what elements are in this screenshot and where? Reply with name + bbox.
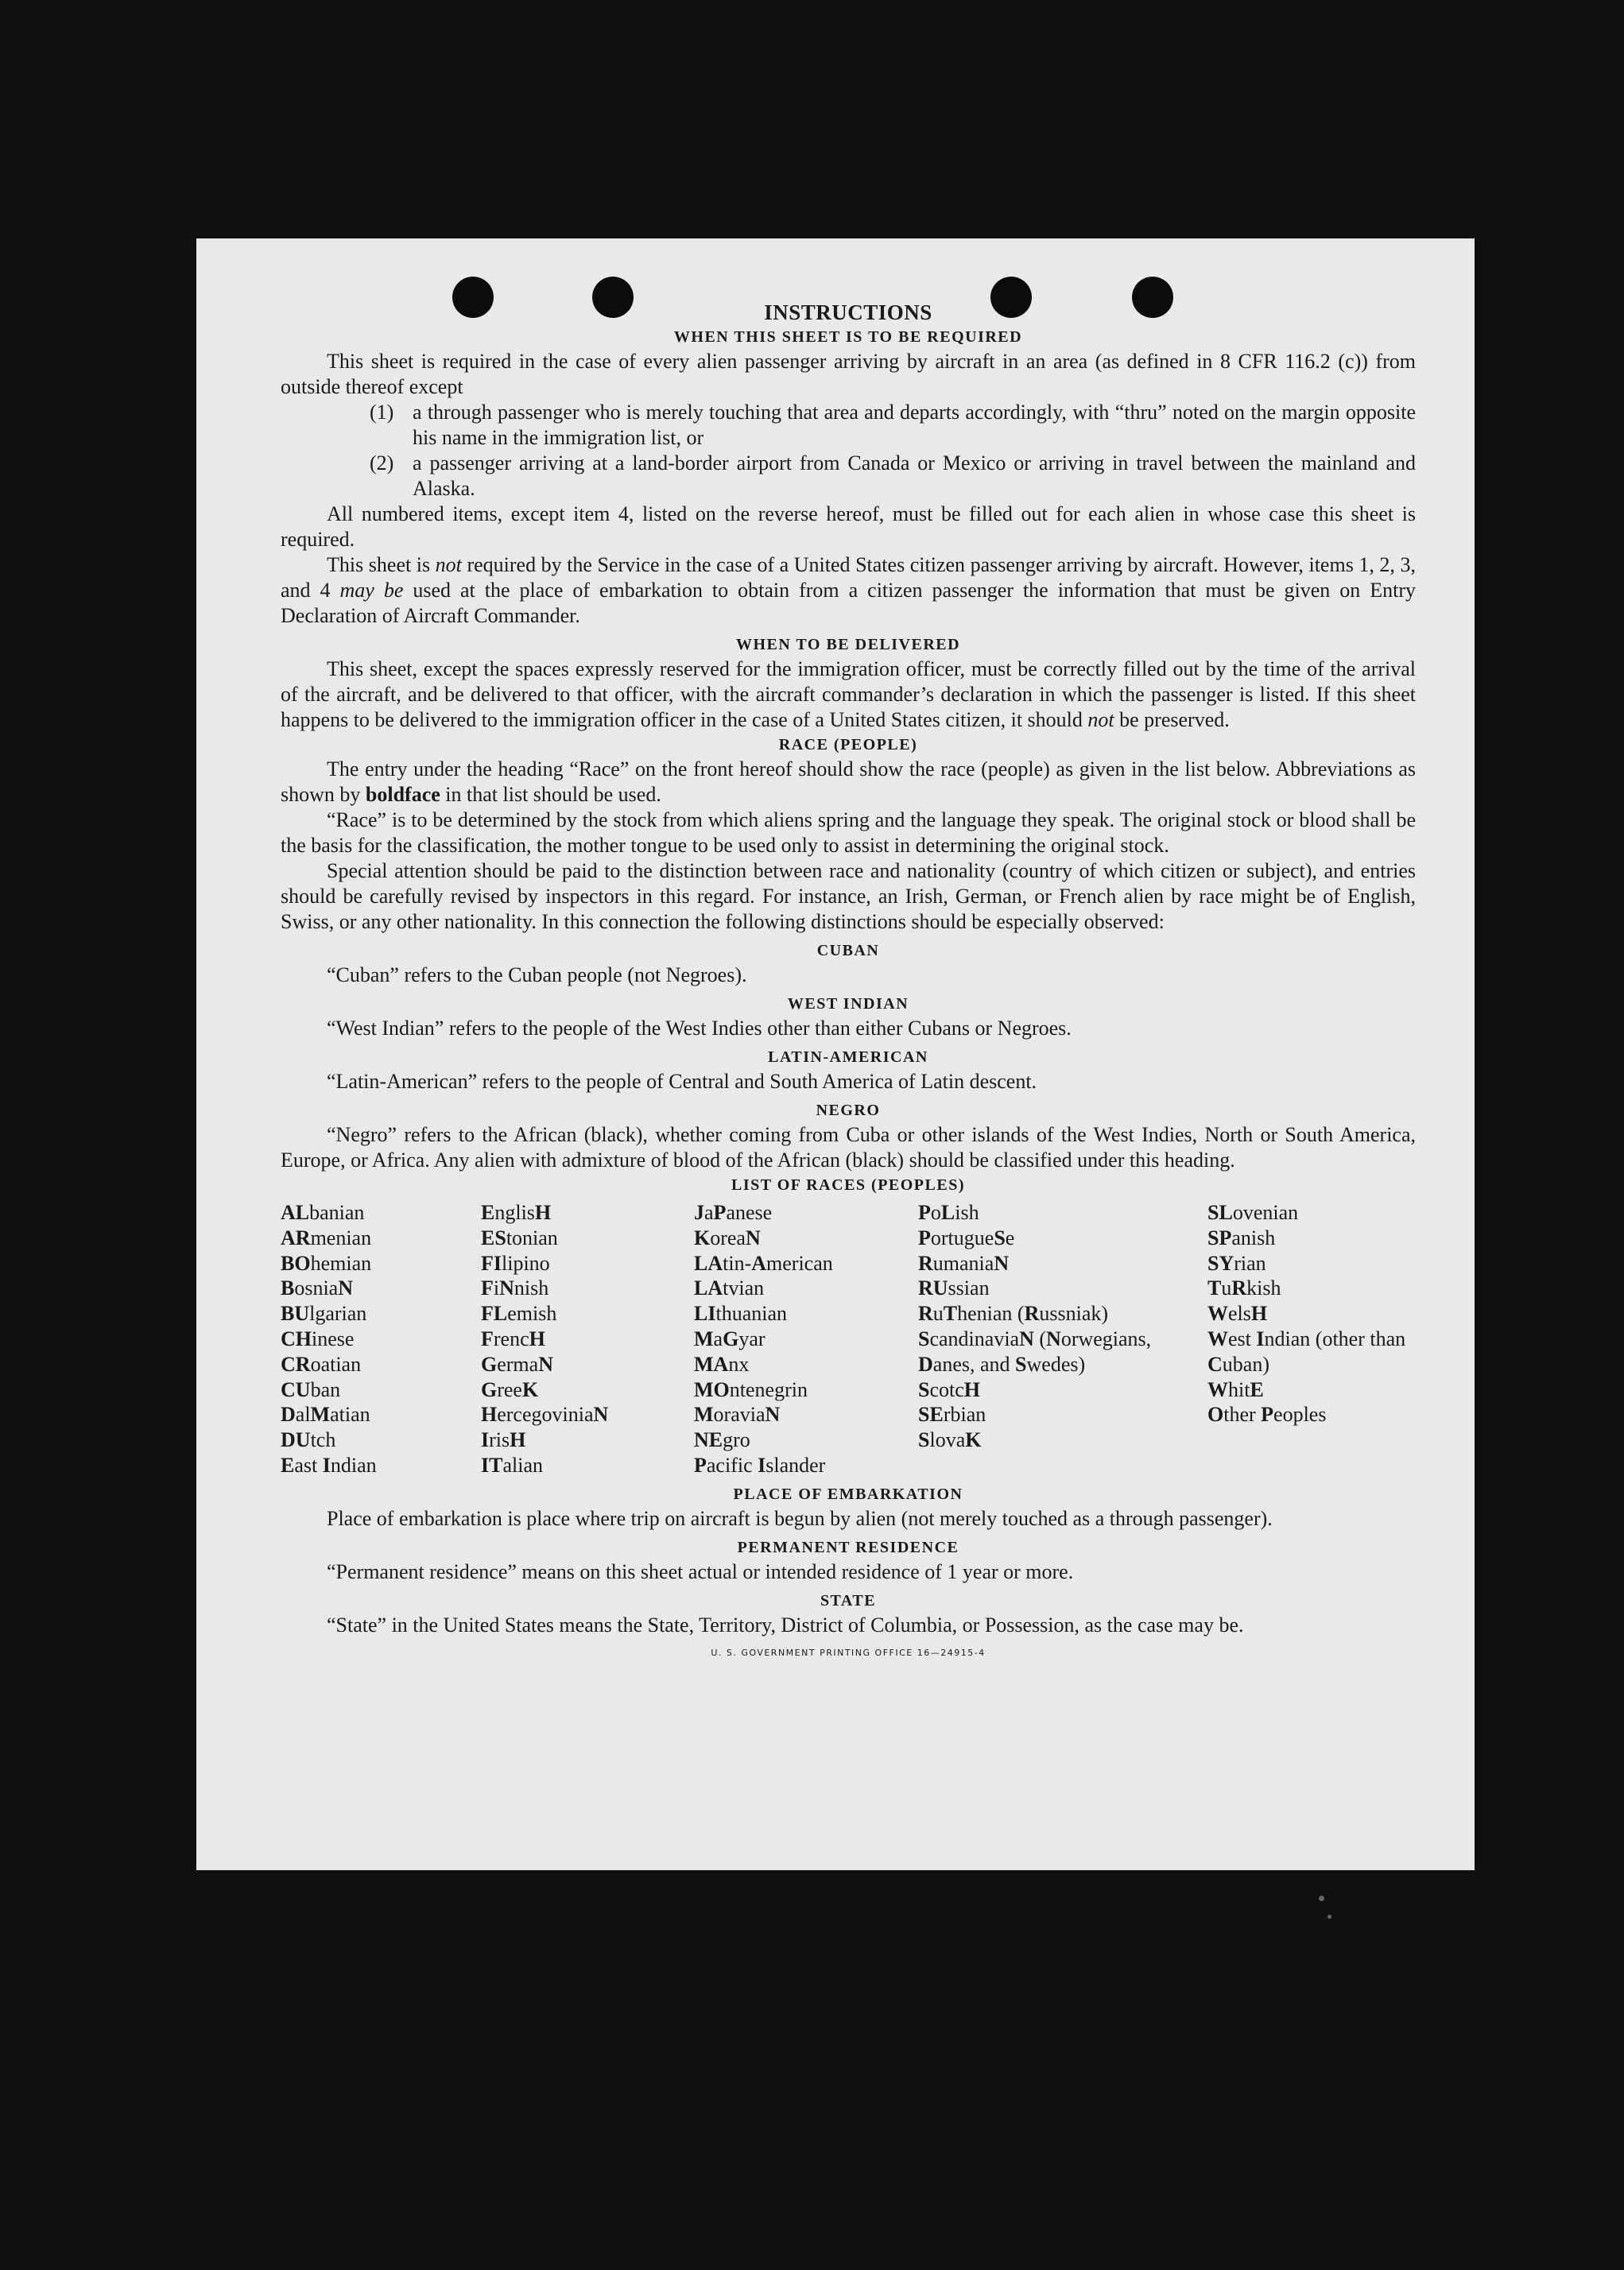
race-entry: CHinese: [281, 1327, 355, 1350]
page-title: INSTRUCTIONS: [764, 300, 932, 324]
race-entry: BOhemian: [281, 1251, 372, 1275]
race-column: [481, 1200, 694, 1478]
race-column: [694, 1200, 918, 1478]
instructions-text: [281, 300, 1416, 1659]
race-entry: MaGyar: [694, 1327, 765, 1350]
race-entry: LIthuanian: [694, 1302, 787, 1326]
list-item: [370, 400, 1416, 451]
paragraph: This sheet is not required by the Service in the case of a United States citizen passenger arriving by aircraft. However, items 1, 2, 3, and 4 may be used at the place of embarkation to obtain from a citizen passenger the information that must be given on Entry Declaration of Aircraft Commander.: [281, 553, 1416, 627]
heading-when-required: WHEN THIS SHEET IS TO BE REQUIRED: [673, 328, 1023, 346]
item-text: a passenger arriving at a land-border airport from Canada or Mexico or arriving in travel between the mainland and Alaska.: [413, 451, 1416, 500]
paragraph: “Cuban” refers to the Cuban people (not Negroes).: [327, 963, 747, 986]
printer-imprint: U. S. GOVERNMENT PRINTING OFFICE 16—24915-4: [711, 1647, 986, 1658]
race-entry: EnglisH: [481, 1201, 552, 1224]
race-entry: CRoatian: [281, 1352, 362, 1376]
race-entry: Pacific Islander: [694, 1453, 826, 1477]
race-column: [281, 1200, 481, 1478]
race-list: [281, 1200, 1416, 1478]
race-entry: SErbian: [918, 1403, 986, 1427]
heading-latin-american: LATIN-AMERICAN: [768, 1048, 928, 1066]
race-entry: DUtch: [281, 1428, 336, 1452]
race-entry: West Indian (other than Cuban): [1207, 1327, 1406, 1376]
document-sheet: [196, 238, 1475, 1870]
paragraph: This sheet is required in the case of every alien passenger arriving by aircraft in an area (as defined in 8 CFR 116.2 (c)) from outside thereof except: [281, 350, 1416, 398]
item-number: (2): [370, 451, 394, 475]
race-entry: FrencH: [481, 1327, 545, 1350]
heading-embarkation: PLACE OF EMBARKATION: [733, 1485, 963, 1503]
heading-cuban: CUBAN: [816, 942, 880, 959]
dust-speck: [1327, 1915, 1331, 1919]
race-entry: MOntenegrin: [694, 1377, 808, 1401]
heading-west-indian: WEST INDIAN: [787, 995, 909, 1013]
race-entry: IrisH: [481, 1428, 526, 1452]
race-entry: FiNnish: [481, 1276, 549, 1300]
heading-when-delivered: WHEN TO BE DELIVERED: [735, 636, 961, 653]
race-entry: JaPanese: [694, 1201, 773, 1224]
paragraph: “Latin-American” refers to the people of Central and South America of Latin descent.: [327, 1070, 1037, 1093]
race-entry: NEgro: [694, 1428, 750, 1452]
race-entry: WelsH: [1207, 1302, 1268, 1326]
paragraph: All numbered items, except item 4, listed on the reverse hereof, must be filled out for each alien in whose case this sheet is required.: [281, 502, 1416, 551]
race-entry: FLemish: [481, 1302, 557, 1326]
race-entry: LAtin-American: [694, 1251, 833, 1275]
race-entry: SlovaK: [918, 1428, 982, 1452]
race-entry: ITalian: [481, 1453, 543, 1477]
dust-speck: [1319, 1896, 1324, 1901]
list-item: [370, 451, 1416, 502]
paragraph: “State” in the United States means the State, Territory, District of Columbia, or Possession, as the case may be.: [327, 1613, 1244, 1637]
race-entry: HercegoviniaN: [481, 1403, 609, 1427]
paragraph: “Negro” refers to the African (black), whether coming from Cuba or other islands of the West Indies, North or South America, Europe, or Africa. Any alien with admixture of blood of the African (black) should be classified under this heading.: [281, 1123, 1416, 1172]
race-entry: PoLish: [918, 1201, 979, 1224]
paragraph: This sheet, except the spaces expressly reserved for the immigration officer, must be correctly filled out by the time of the arrival of the aircraft, and be delivered to that officer, with the aircraft commander’s declaration in which the passenger is listed. If this sheet happens to be delivered to the immigration officer in the case of a United States citizen, it should not be preserved.: [281, 657, 1416, 731]
race-entry: East Indian: [281, 1453, 377, 1477]
heading-state: STATE: [820, 1591, 877, 1610]
race-entry: ALbanian: [281, 1201, 365, 1224]
race-entry: FIlipino: [481, 1251, 550, 1275]
race-column: [1207, 1200, 1416, 1478]
heading-negro: NEGRO: [816, 1102, 881, 1119]
race-entry: RuThenian (Russniak): [918, 1302, 1109, 1326]
race-entry: TuRkish: [1207, 1276, 1281, 1300]
paragraph: The entry under the heading “Race” on the front hereof should show the race (people) as given in the list below. Abbreviations as shown by boldface in that list should be used.: [281, 757, 1416, 806]
race-entry: ScandinaviaN (Norwegians, Danes, and Swedes): [918, 1327, 1152, 1376]
heading-permanent-residence: PERMANENT RESIDENCE: [737, 1538, 959, 1556]
item-text: a through passenger who is merely touching that area and departs accordingly, with “thru” noted on the margin opposite his name in the immigration list, or: [413, 401, 1416, 449]
race-entry: SLovenian: [1207, 1201, 1299, 1224]
heading-race: RACE (PEOPLE): [778, 736, 918, 753]
race-entry: GreeK: [481, 1377, 539, 1401]
race-entry: Other Peoples: [1207, 1403, 1327, 1427]
race-entry: WhitE: [1207, 1377, 1264, 1401]
race-entry: CUban: [281, 1377, 341, 1401]
race-entry: LAtvian: [694, 1276, 765, 1300]
race-entry: RUssian: [918, 1276, 990, 1300]
race-entry: SYrian: [1207, 1251, 1266, 1275]
paragraph: “Permanent residence” means on this sheet actual or intended residence of 1 year or more.: [327, 1559, 1074, 1583]
race-entry: MAnx: [694, 1352, 750, 1376]
race-entry: RumaniaN: [918, 1251, 1010, 1275]
race-entry: ScotcH: [918, 1377, 981, 1401]
race-entry: KoreaN: [694, 1226, 761, 1249]
race-entry: BUlgarian: [281, 1302, 367, 1326]
item-number: (1): [370, 401, 394, 424]
race-entry: EStonian: [481, 1226, 558, 1249]
race-column: [918, 1200, 1207, 1478]
paragraph: “West Indian” refers to the people of the West Indies other than either Cubans or Negroes.: [327, 1017, 1072, 1040]
race-entry: DalMatian: [281, 1403, 370, 1427]
race-entry: SPanish: [1207, 1226, 1276, 1249]
heading-list-of-races: LIST OF RACES (PEOPLES): [731, 1176, 965, 1194]
paragraph: Place of embarkation is place where trip on aircraft is begun by alien (not merely touched as a through passenger).: [327, 1506, 1273, 1530]
race-entry: PortugueSe: [918, 1226, 1015, 1249]
paragraph: “Race” is to be determined by the stock from which aliens spring and the language they speak. The original stock or blood shall be the basis for the classification, the mother tongue to be used only to assist in determining the original stock.: [281, 808, 1416, 857]
race-entry: ARmenian: [281, 1226, 372, 1249]
race-entry: BosniaN: [281, 1276, 354, 1300]
paragraph: Special attention should be paid to the distinction between race and nationality (country of which citizen or subject), and entries should be carefully revised by inspectors in this regard. For instance, an Irish, German, or French alien by race might be of English, Swiss, or any other nationality. In this connection the following distinctions should be especially observed:: [281, 859, 1416, 933]
race-entry: MoraviaN: [694, 1403, 781, 1427]
race-entry: GermaN: [481, 1352, 553, 1376]
